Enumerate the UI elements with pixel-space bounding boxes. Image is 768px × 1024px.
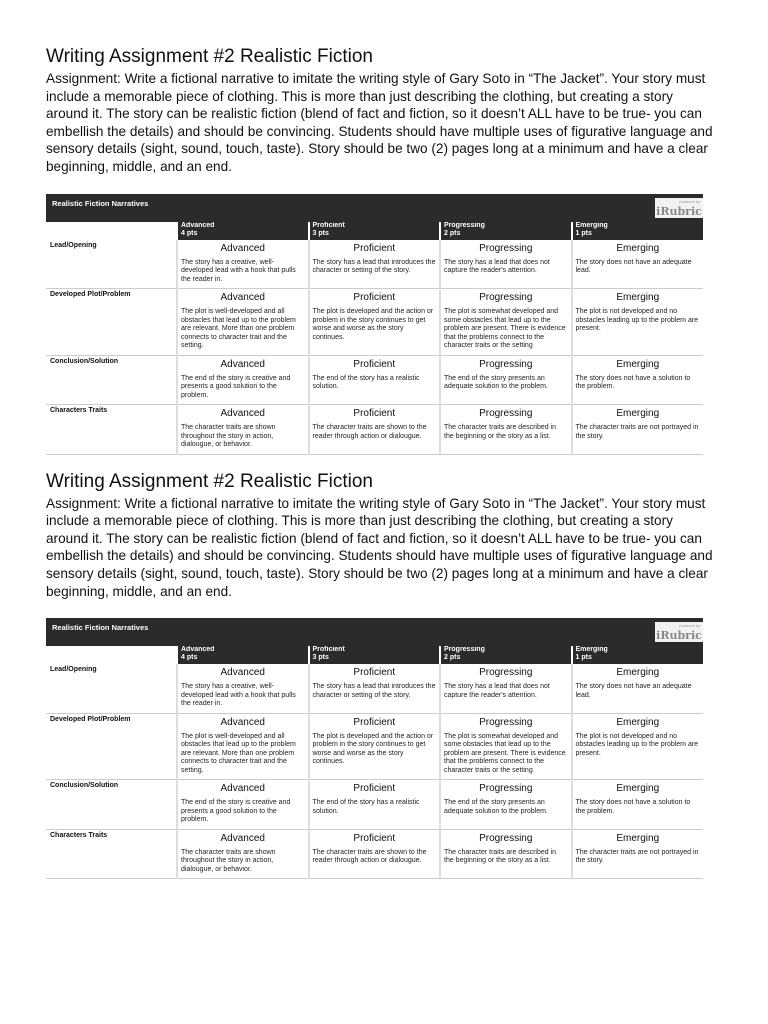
cell-level-label: Advanced xyxy=(177,780,309,797)
cell-description: The character traits are shown to the reader through action or dialougue. xyxy=(309,846,441,879)
cell-level-label: Proficient xyxy=(309,355,441,372)
cell-description: The plot is well-developed and all obstacles that lead up to the problem are relevant. More than one problem connects to character trait and the setting. xyxy=(177,730,309,780)
cell-description: The plot is developed and the action or problem in the story continues to get worse and worse as the story continues. xyxy=(309,730,441,780)
level-header xyxy=(309,646,441,664)
cell-description: The story does not have an adequate lead. xyxy=(572,256,704,289)
level-points: 1 pts xyxy=(575,654,592,662)
criterion-desc-row xyxy=(46,730,703,780)
cell-description: The end of the story has a realistic solution. xyxy=(309,372,441,405)
rubric-table xyxy=(46,194,703,455)
logo-small-text: powered by xyxy=(679,623,700,629)
irubric-logo xyxy=(655,622,703,642)
cell-description: The story does not have a solution to the problem. xyxy=(572,796,704,829)
level-points: 2 pts xyxy=(444,229,461,237)
criterion-spacer xyxy=(46,256,177,289)
rubric-header-row xyxy=(46,646,703,664)
cell-level-label: Progressing xyxy=(440,829,572,846)
cell-level-label: Progressing xyxy=(440,780,572,797)
criterion-row xyxy=(46,405,703,422)
cell-description: The character traits are shown throughout the story in action, dialougue, or behavior. xyxy=(177,421,309,454)
level-points: 4 pts xyxy=(181,229,198,237)
cell-description: The character traits are shown to the reader through action or dialougue. xyxy=(309,421,441,454)
criterion-name: Conclusion/Solution xyxy=(46,355,177,372)
assignment-title: Writing Assignment #2 Realistic Fiction xyxy=(46,46,373,67)
cell-description: The character traits are described in the beginning or the story as a list. xyxy=(440,421,572,454)
cell-description: The story has a creative, well-developed lead with a hook that pulls the reader in. xyxy=(177,680,309,713)
level-name: Emerging xyxy=(575,646,608,654)
assignment-paragraph: Assignment: Write a fictional narrative to imitate the writing style of Gary Soto in “The Jacket”. Your story must include a memorable piece of clothing. This is more than just describing the clothing, but creating a story around it. The story can be realistic fiction (blend of fact and fiction, so it doesn’t ALL have to be true- you can embellish the details) and should be convincing. Students should have multiple uses of figurative language and sensory details (sight, sound, touch, taste). Story should be two (2) pages long at a minimum and have a clear beginning, middle, and an end. xyxy=(46,495,713,599)
criterion-spacer xyxy=(46,680,177,713)
criterion-desc-row xyxy=(46,846,703,879)
cell-level-label: Emerging xyxy=(572,405,704,422)
cell-description: The story has a lead that does not capture the reader's attention. xyxy=(440,680,572,713)
level-name: Proficient xyxy=(312,221,345,229)
criterion-row xyxy=(46,780,703,797)
cell-description: The plot is developed and the action or problem in the story continues to get worse and worse as the story continues. xyxy=(309,305,441,355)
cell-level-label: Progressing xyxy=(440,289,572,306)
level-header xyxy=(177,222,309,240)
criterion-spacer xyxy=(46,421,177,454)
cell-level-label: Emerging xyxy=(572,355,704,372)
level-header xyxy=(572,646,704,664)
criterion-spacer xyxy=(46,846,177,879)
criterion-name: Lead/Opening xyxy=(46,664,177,680)
cell-level-label: Advanced xyxy=(177,355,309,372)
cell-level-label: Proficient xyxy=(309,405,441,422)
criterion-spacer xyxy=(46,372,177,405)
criterion-row xyxy=(46,664,703,680)
rubric-title-bar xyxy=(46,618,703,646)
cell-description: The end of the story presents an adequate solution to the problem. xyxy=(440,372,572,405)
criterion-desc-row xyxy=(46,796,703,829)
assignment-section xyxy=(46,471,714,880)
cell-description: The story has a lead that does not capture the reader's attention. xyxy=(440,256,572,289)
cell-level-label: Proficient xyxy=(309,240,441,256)
level-name: Advanced xyxy=(181,221,215,229)
cell-description: The character traits are shown throughout the story in action, dialougue, or behavior. xyxy=(177,846,309,879)
cell-level-label: Advanced xyxy=(177,240,309,256)
level-name: Advanced xyxy=(181,646,215,654)
cell-description: The plot is not developed and no obstacles leading up to the problem are present. xyxy=(572,305,704,355)
criterion-row xyxy=(46,355,703,372)
cell-level-label: Proficient xyxy=(309,780,441,797)
cell-level-label: Emerging xyxy=(572,780,704,797)
criterion-name: Characters Traits xyxy=(46,405,177,422)
cell-description: The character traits are described in the beginning or the story as a list. xyxy=(440,846,572,879)
criterion-desc-row xyxy=(46,372,703,405)
level-header xyxy=(309,222,441,240)
criterion-name: Developed Plot/Problem xyxy=(46,713,177,730)
assignment-section xyxy=(46,46,714,455)
cell-description: The character traits are not portrayed in the story. xyxy=(572,846,704,879)
level-header xyxy=(440,646,572,664)
criterion-name: Characters Traits xyxy=(46,829,177,846)
cell-level-label: Progressing xyxy=(440,713,572,730)
cell-level-label: Emerging xyxy=(572,240,704,256)
level-header xyxy=(177,646,309,664)
rubric-title: Realistic Fiction Narratives xyxy=(52,623,149,633)
level-points: 3 pts xyxy=(312,654,329,662)
cell-level-label: Advanced xyxy=(177,405,309,422)
level-points: 3 pts xyxy=(312,229,329,237)
criterion-row xyxy=(46,289,703,306)
level-header xyxy=(572,222,704,240)
level-name: Proficient xyxy=(312,646,345,654)
cell-level-label: Emerging xyxy=(572,713,704,730)
criterion-spacer xyxy=(46,796,177,829)
cell-level-label: Proficient xyxy=(309,829,441,846)
cell-description: The story does not have an adequate lead. xyxy=(572,680,704,713)
header-blank-cell xyxy=(46,222,177,240)
cell-level-label: Advanced xyxy=(177,713,309,730)
cell-description: The story has a creative, well-developed lead with a hook that pulls the reader in. xyxy=(177,256,309,289)
cell-level-label: Proficient xyxy=(309,664,441,680)
cell-description: The plot is somewhat developed and some obstacles that lead up to the problem are present. There is evidence that the problems connect to the character traits or the setting xyxy=(440,730,572,780)
criterion-desc-row xyxy=(46,421,703,454)
assignment-title: Writing Assignment #2 Realistic Fiction xyxy=(46,470,373,492)
criterion-row xyxy=(46,713,703,730)
cell-level-label: Progressing xyxy=(440,664,572,680)
level-points: 4 pts xyxy=(181,654,198,662)
cell-level-label: Progressing xyxy=(440,355,572,372)
criterion-desc-row xyxy=(46,256,703,289)
cell-description: The plot is well-developed and all obstacles that lead up to the problem are relevant. More than one problem connects to character trait and the setting. xyxy=(177,305,309,355)
cell-description: The character traits are not portrayed in the story. xyxy=(572,421,704,454)
cell-level-label: Emerging xyxy=(572,829,704,846)
logo-small-text: powered by xyxy=(679,198,700,204)
level-name: Emerging xyxy=(575,221,608,229)
rubric-title-bar xyxy=(46,194,703,222)
cell-description: The story has a lead that introduces the character or setting of the story. xyxy=(309,680,441,713)
cell-level-label: Advanced xyxy=(177,664,309,680)
level-name: Progressing xyxy=(444,646,485,654)
cell-description: The end of the story is creative and presents a good solution to the problem. xyxy=(177,372,309,405)
criterion-row xyxy=(46,829,703,846)
criterion-desc-row xyxy=(46,680,703,713)
criterion-name: Developed Plot/Problem xyxy=(46,289,177,306)
cell-level-label: Advanced xyxy=(177,829,309,846)
cell-description: The plot is somewhat developed and some obstacles that lead up to the problem are present. There is evidence that the problems connect to the character traits or the setting xyxy=(440,305,572,355)
cell-description: The end of the story presents an adequate solution to the problem. xyxy=(440,796,572,829)
criterion-spacer xyxy=(46,730,177,780)
criterion-name: Lead/Opening xyxy=(46,240,177,256)
level-points: 2 pts xyxy=(444,654,461,662)
criterion-row xyxy=(46,240,703,256)
document-page xyxy=(46,46,714,895)
rubric-header-row xyxy=(46,222,703,240)
header-blank-cell xyxy=(46,646,177,664)
cell-description: The story does not have a solution to the problem. xyxy=(572,372,704,405)
cell-description: The end of the story is creative and presents a good solution to the problem. xyxy=(177,796,309,829)
assignment-paragraph: Assignment: Write a fictional narrative to imitate the writing style of Gary Soto in “The Jacket”. Your story must include a memorable piece of clothing. This is more than just describing the clothing, but creating a story around it. The story can be realistic fiction (blend of fact and fiction, so it doesn’t ALL have to be true- you can embellish the details) and should be convincing. Students should have multiple uses of figurative language and sensory details (sight, sound, touch, taste). Story should be two (2) pages long at a minimum and have a clear beginning, middle, and an end. xyxy=(46,71,713,174)
cell-level-label: Emerging xyxy=(572,289,704,306)
rubric-title: Realistic Fiction Narratives xyxy=(52,198,149,208)
cell-level-label: Emerging xyxy=(572,664,704,680)
logo-text: iRubric xyxy=(656,629,702,643)
level-points: 1 pts xyxy=(575,229,592,237)
level-name: Progressing xyxy=(444,221,485,229)
criterion-name: Conclusion/Solution xyxy=(46,780,177,797)
cell-level-label: Advanced xyxy=(177,289,309,306)
criterion-desc-row xyxy=(46,305,703,355)
cell-level-label: Proficient xyxy=(309,713,441,730)
level-header xyxy=(440,222,572,240)
cell-description: The plot is not developed and no obstacles leading up to the problem are present. xyxy=(572,730,704,780)
cell-level-label: Progressing xyxy=(440,240,572,256)
irubric-logo xyxy=(655,198,703,218)
cell-level-label: Progressing xyxy=(440,405,572,422)
criterion-spacer xyxy=(46,305,177,355)
cell-description: The story has a lead that introduces the character or setting of the story. xyxy=(309,256,441,289)
rubric-table xyxy=(46,618,703,879)
logo-text: iRubric xyxy=(656,204,702,218)
cell-description: The end of the story has a realistic solution. xyxy=(309,796,441,829)
cell-level-label: Proficient xyxy=(309,289,441,306)
